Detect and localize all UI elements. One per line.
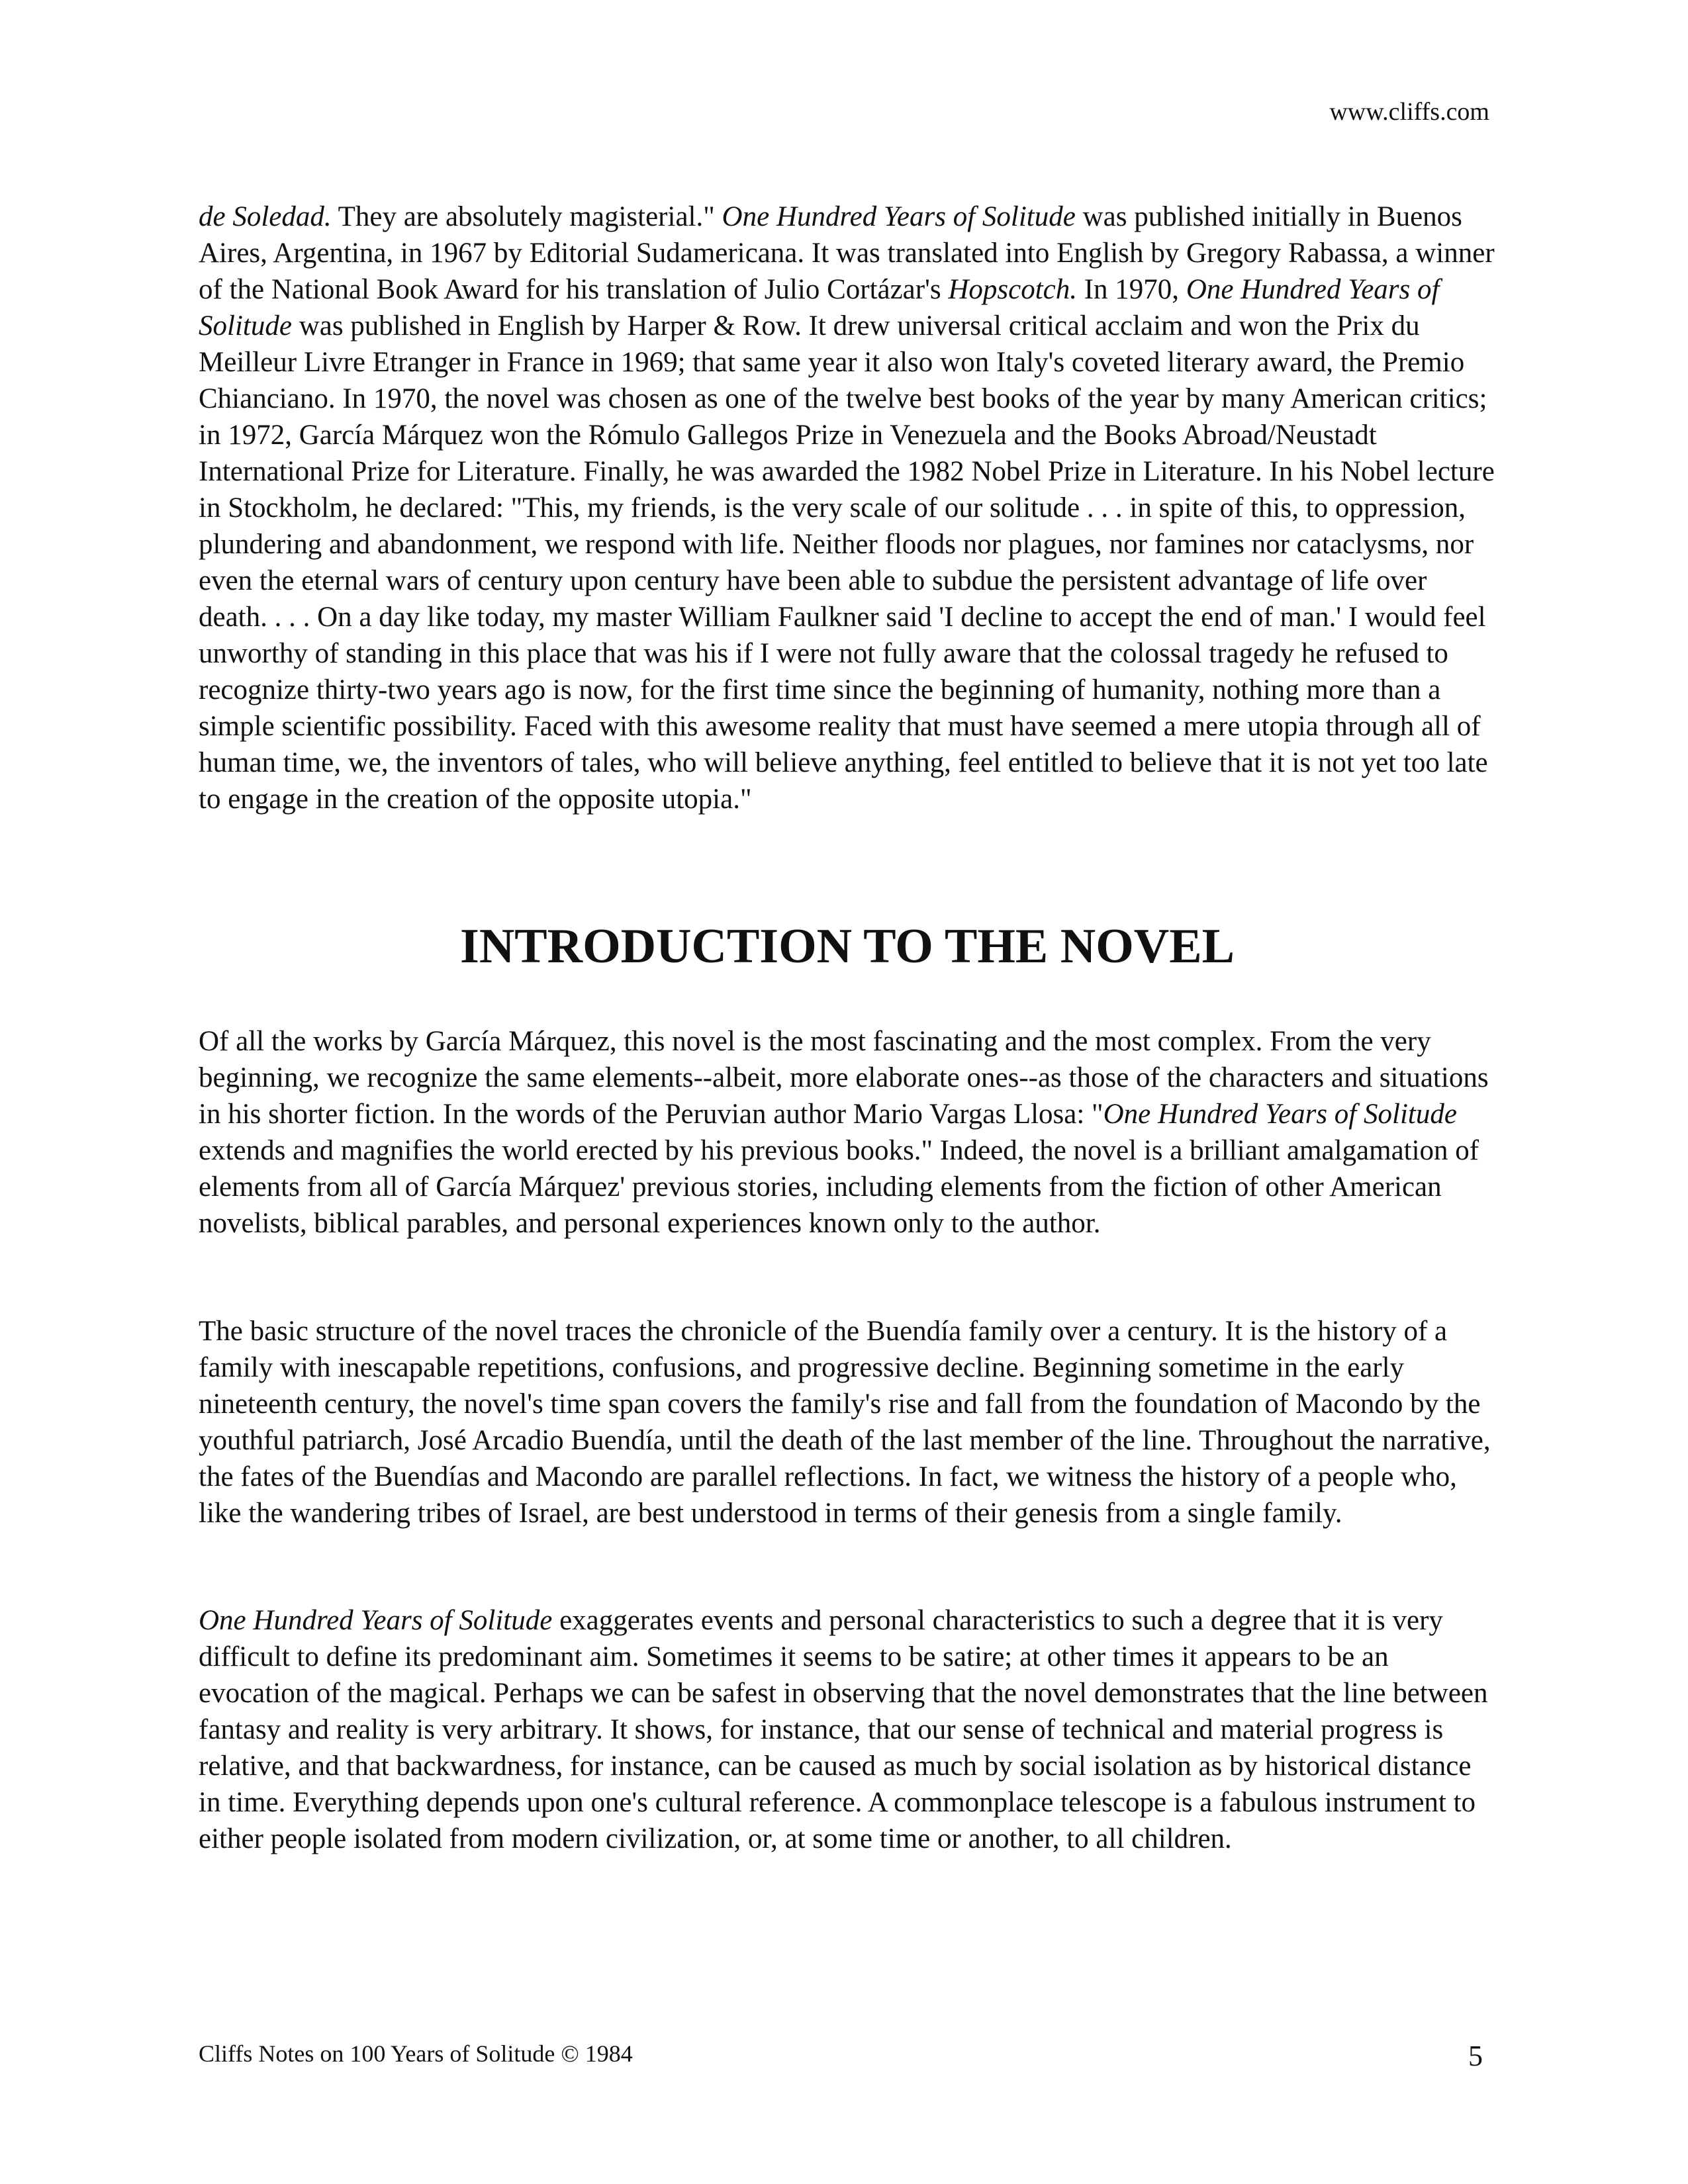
italic-title: Hopscotch. (948, 274, 1077, 305)
section-paragraph-2 (199, 1313, 1496, 1531)
intro-paragraph (199, 199, 1496, 817)
page-number: 5 (1468, 2040, 1483, 2072)
text-run: extends and magnifies the world erected by his previous books." Indeed, the novel is a brilliant amalgamation of elements from all of García Márquez' previous stories, including elements from the fiction of other American novelists, biblical parables, and personal experiences known only to the author. (199, 1135, 1479, 1239)
italic-title: One Hundred Years of Solitude (722, 201, 1076, 232)
text-run: In 1970, (1076, 274, 1186, 305)
section-paragraph-1 (199, 1023, 1496, 1242)
italic-title: One Hundred Years of Solitude (199, 274, 1440, 341)
text-run: exaggerates events and personal characteristics to such a degree that it is very difficult to define its predominant aim. Sometimes it seems to be satire; at other times it appears to be an evocation of the magical. Perhaps we can be safest in observing that the novel demonstrates that the line between fantasy and reality is very arbitrary. It shows, for instance, that our sense of technical and material progress is relative, and that backwardness, for instance, can be caused as much by social isolation as by historical distance in time. Everything depends upon one's cultural reference. A commonplace telescope is a fabulous instrument to either people isolated from modern civilization, or, at some time or another, to all children. (199, 1605, 1488, 1854)
section-paragraph-3 (199, 1602, 1496, 1857)
text-run: The basic structure of the novel traces the chronicle of the Buendía family over a century. It is the history of a family with inescapable repetitions, confusions, and progressive decline. Beginning sometime in the early nineteenth century, the novel's time span covers the family's rise and fall from the foundation of Macondo by the youthful patriarch, José Arcadio Buendía, until the death of the last member of the line. Throughout the narrative, the fates of the Buendías and Macondo are parallel reflections. In fact, we witness the history of a people who, like the wandering tribes of Israel, are best understood in terms of their genesis from a single family. (199, 1316, 1491, 1529)
text-run: was published in English by Harper & Row. It drew universal critical acclaim and won the Prix du Meilleur Livre Etranger in France in 1969; that same year it also won Italy's coveted literary award, the Premio Chianciano. In 1970, the novel was chosen as one of the twelve best books of the year by many American critics; in 1972, García Márquez won the Rómulo Gallegos Prize in Venezuela and the Books Abroad/Neustadt International Prize for Literature. Finally, he was awarded the 1982 Nobel Prize in Literature. In his Nobel lecture in Stockholm, he declared: "This, my friends, is the very scale of our solitude . . . in spite of this, to oppression, plundering and abandonment, we respond with life. Neither floods nor plagues, nor famines nor cataclysms, nor even the eternal wars of century upon century have been able to subdue the persistent advantage of life over death. . . . On a day like today, my master William Faulkner said 'I decline to accept the end of man.' I would feel unworthy of standing in this place that was his if I were not fully aware that the colossal tragedy he refused to recognize thirty-two years ago is now, for the first time since the beginning of humanity, nothing more than a simple scientific possibility. Faced with this awesome reality that must have seemed a mere utopia through all of human time, we, the inventors of tales, who will believe anything, feel entitled to believe that it is not yet too late to engage in the creation of the opposite utopia." (199, 310, 1495, 815)
italic-title: de Soledad. (199, 201, 332, 232)
italic-title: One Hundred Years of Solitude (1103, 1099, 1457, 1130)
text-run: Of all the works by García Márquez, this novel is the most fascinating and the most complex. From the very beginning, we recognize the same elements--albeit, more elaborate ones--as those of the characters and situations in his shorter fiction. In the words of the Peruvian author Mario Vargas Llosa: " (199, 1026, 1489, 1130)
header-url: www.cliffs.com (1329, 98, 1489, 126)
text-run: was published initially in Buenos Aires, Argentina, in 1967 by Editorial Sudamericana. It was translated into English by Gregory Rabassa, a winner of the National Book Award for his translation of Julio Cortázar's (199, 201, 1495, 305)
italic-title: One Hundred Years of Solitude (199, 1605, 553, 1636)
section-heading: INTRODUCTION TO THE NOVEL (460, 919, 1235, 974)
footer-title: Cliffs Notes on 100 Years of Solitude © 1984 (199, 2040, 633, 2067)
text-run: They are absolutely magisterial." (331, 201, 722, 232)
